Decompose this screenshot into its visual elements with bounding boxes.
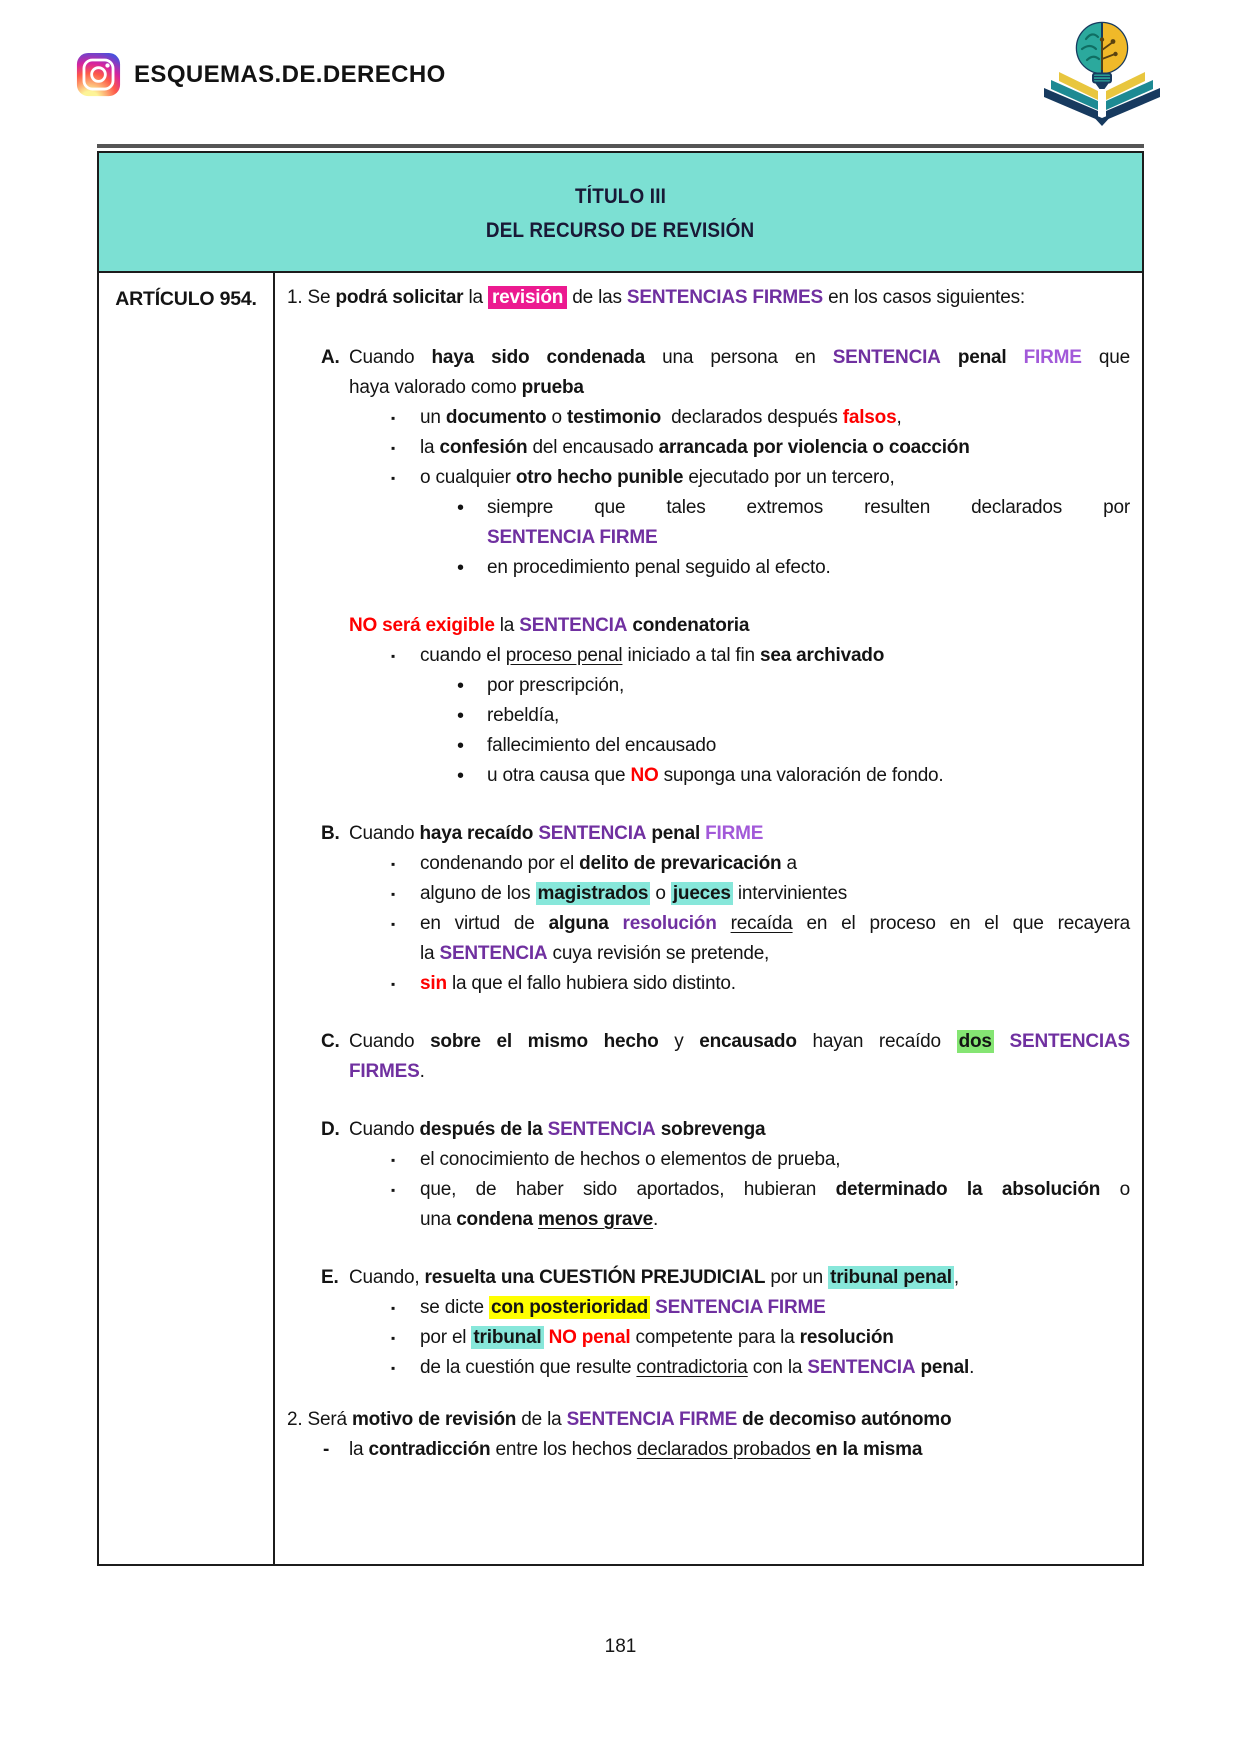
text-segment: contradictoria bbox=[636, 1357, 748, 1378]
line-text bbox=[287, 283, 1130, 313]
text-segment: la bbox=[463, 287, 488, 308]
sub-bullet-item bbox=[275, 671, 1130, 701]
line-text bbox=[487, 731, 1130, 761]
text-segment: haya sido condenada bbox=[431, 347, 646, 368]
text-segment: la bbox=[420, 943, 440, 964]
line-text bbox=[349, 1027, 1130, 1057]
sub-bullet-item bbox=[275, 761, 1130, 791]
sub-bullet-item bbox=[275, 701, 1130, 731]
text-segment: SENTENCIA FIRME bbox=[487, 527, 658, 548]
bullet-item bbox=[275, 1323, 1130, 1353]
clause-letter: C. bbox=[321, 1031, 340, 1052]
text-segment: suponga una valoración de fondo. bbox=[658, 765, 944, 786]
title-line-1: TÍTULO III bbox=[574, 185, 667, 208]
text-segment: determinado la absolución bbox=[835, 1179, 1101, 1200]
text-segment: SENTENCIA FIRME bbox=[655, 1297, 826, 1318]
text-segment: de la cuestión que resulte bbox=[420, 1357, 637, 1378]
text-segment: de decomiso autónomo bbox=[742, 1409, 952, 1430]
text-segment: . bbox=[969, 1357, 975, 1378]
bullet-item bbox=[275, 1293, 1130, 1323]
line-text bbox=[487, 761, 1130, 791]
line-text bbox=[420, 1293, 1130, 1323]
bullet-marker: • bbox=[457, 705, 464, 727]
text-segment: , bbox=[896, 407, 902, 428]
bullet-item bbox=[275, 849, 1130, 879]
clause-e bbox=[275, 1263, 1130, 1293]
article-body bbox=[275, 273, 1142, 1564]
bullet-marker: ▪ bbox=[391, 411, 396, 425]
bullet-marker: ▪ bbox=[391, 1361, 396, 1375]
line-text bbox=[420, 641, 1130, 671]
text-segment: FIRME bbox=[705, 823, 764, 844]
sub-bullet-item bbox=[275, 731, 1130, 761]
spacer bbox=[275, 1383, 1130, 1405]
spacer bbox=[275, 313, 1130, 343]
text-segment: cuando el bbox=[420, 645, 506, 666]
text-segment: testimonio bbox=[566, 407, 662, 428]
line-text bbox=[487, 523, 1130, 553]
text-segment: SENTENCIA bbox=[439, 943, 548, 964]
text-segment: de las bbox=[567, 287, 627, 308]
text-segment: falsos bbox=[842, 407, 897, 428]
clause-d bbox=[275, 1115, 1130, 1145]
text-segment: por un bbox=[765, 1267, 829, 1288]
text-segment: arrancada por violencia o coacción bbox=[658, 437, 970, 458]
text-segment: . bbox=[419, 1061, 425, 1082]
text-segment: resolución bbox=[622, 913, 717, 934]
bullet-marker: ▪ bbox=[391, 917, 396, 931]
line-text bbox=[349, 1435, 1130, 1465]
line-text bbox=[420, 909, 1130, 939]
text-segment bbox=[941, 347, 958, 368]
text-segment: por prescripción, bbox=[487, 675, 625, 696]
text-segment: SENTENCIA bbox=[547, 1119, 656, 1140]
text-segment: el conocimiento de hechos o elementos de prueba, bbox=[420, 1149, 841, 1170]
text-segment: una bbox=[420, 1209, 457, 1230]
text-segment: iniciado a tal fin bbox=[622, 645, 760, 666]
continuation-line bbox=[275, 373, 1130, 403]
text-segment: alguno de los bbox=[420, 883, 536, 904]
text-segment: rebeldía, bbox=[487, 705, 560, 726]
spacer bbox=[275, 1235, 1130, 1263]
bullet-marker: ▪ bbox=[391, 857, 396, 871]
line-text bbox=[349, 1115, 1130, 1145]
text-segment: prueba bbox=[521, 377, 584, 398]
bullet-marker: • bbox=[457, 675, 464, 697]
top-rule bbox=[97, 144, 1144, 148]
bullet-marker: • bbox=[457, 735, 464, 757]
text-segment: NO penal bbox=[548, 1327, 631, 1348]
text-segment: confesión bbox=[439, 437, 528, 458]
text-segment: por el bbox=[420, 1327, 472, 1348]
bullet-marker: ▪ bbox=[391, 1153, 396, 1167]
line-text bbox=[349, 1263, 1130, 1293]
line-text bbox=[487, 493, 1130, 523]
text-segment: o bbox=[1100, 1179, 1130, 1200]
text-segment: recaída bbox=[730, 913, 793, 934]
text-segment: condena bbox=[456, 1209, 533, 1230]
spacer bbox=[275, 583, 1130, 611]
instagram-icon bbox=[76, 52, 121, 97]
text-segment: resolución bbox=[799, 1327, 894, 1348]
line-text bbox=[420, 403, 1130, 433]
bullet-marker: • bbox=[457, 557, 464, 579]
bullet-item bbox=[275, 1353, 1130, 1383]
brand-name: ESQUEMAS.DE.DERECHO bbox=[134, 60, 446, 88]
text-segment: podrá solicitar bbox=[335, 287, 464, 308]
text-segment: otro hecho punible bbox=[515, 467, 684, 488]
text-segment bbox=[717, 913, 731, 934]
text-segment: se dicte bbox=[420, 1297, 489, 1318]
clause-letter: E. bbox=[321, 1267, 339, 1288]
text-segment: proceso penal bbox=[505, 645, 623, 666]
text-segment: intervinientes bbox=[732, 883, 848, 904]
text-segment: condenatoria bbox=[632, 615, 750, 636]
title-line-2: DEL RECURSO DE REVISIÓN bbox=[486, 219, 755, 242]
line-text bbox=[349, 343, 1130, 373]
text-segment: en procedimiento penal seguido al efecto. bbox=[487, 557, 831, 578]
article-number: ARTÍCULO 954. bbox=[115, 288, 257, 310]
text-segment: documento bbox=[445, 407, 547, 428]
text-segment: declarados probados bbox=[636, 1439, 811, 1460]
text-segment: una persona en bbox=[645, 347, 833, 368]
text-segment: 2. Será bbox=[287, 1409, 352, 1430]
bullet-marker: ▪ bbox=[391, 1331, 396, 1345]
text-segment: hayan recaído bbox=[796, 1031, 957, 1052]
bullet-marker: - bbox=[323, 1439, 330, 1460]
text-segment: o cualquier bbox=[420, 467, 516, 488]
text-segment: SENTENCIA bbox=[538, 823, 647, 844]
text-segment: sobrevenga bbox=[660, 1119, 766, 1140]
spacer bbox=[275, 999, 1130, 1027]
text-segment: que, de haber sido aportados, hubieran bbox=[420, 1179, 836, 1200]
text-segment: motivo de revisión bbox=[351, 1409, 517, 1430]
text-segment: en la misma bbox=[815, 1439, 923, 1460]
text-segment: Cuando bbox=[349, 1031, 431, 1052]
highlighted-text: dos bbox=[958, 1031, 992, 1052]
bullet-item bbox=[275, 1145, 1130, 1175]
text-segment: Cuando bbox=[349, 1119, 420, 1140]
text-segment bbox=[609, 913, 623, 934]
text-segment: resuelta una CUESTIÓN PREJUDICIAL bbox=[424, 1267, 766, 1288]
highlighted-text: magistrados bbox=[537, 883, 649, 904]
sub-bullet-item bbox=[275, 493, 1130, 523]
line-text bbox=[420, 1175, 1130, 1205]
bullet-marker: ▪ bbox=[391, 471, 396, 485]
article-number-cell bbox=[99, 273, 275, 1564]
text-segment: siempre que tales extremos resulten declarados por bbox=[487, 497, 1130, 518]
text-segment: u otra causa que bbox=[487, 765, 631, 786]
line-text bbox=[349, 611, 1130, 641]
text-segment: sobre el mismo hecho bbox=[430, 1031, 659, 1052]
text-segment: sin bbox=[420, 973, 447, 994]
bullet-marker: ▪ bbox=[391, 977, 396, 991]
title-header bbox=[99, 153, 1142, 273]
bullet-marker: ▪ bbox=[391, 441, 396, 455]
continuation-line bbox=[275, 1205, 1130, 1235]
line-text bbox=[349, 373, 1130, 403]
spacer bbox=[275, 791, 1130, 819]
text-segment: . bbox=[653, 1209, 659, 1230]
text-segment: penal bbox=[957, 347, 1007, 368]
text-segment: la bbox=[494, 615, 520, 636]
line-text bbox=[287, 1405, 1130, 1435]
text-segment: la bbox=[420, 437, 440, 458]
brand-header bbox=[76, 52, 446, 97]
text-segment: encausado bbox=[699, 1031, 797, 1052]
spacer bbox=[275, 1087, 1130, 1115]
line-text bbox=[420, 879, 1130, 909]
text-segment: sea archivado bbox=[759, 645, 885, 666]
text-segment: de la bbox=[516, 1409, 567, 1430]
bullet-marker: ▪ bbox=[391, 1301, 396, 1315]
clause-b bbox=[275, 819, 1130, 849]
text-segment: FIRMES bbox=[349, 1061, 420, 1082]
line-text bbox=[487, 701, 1130, 731]
line-text bbox=[487, 671, 1130, 701]
bullet-item bbox=[275, 433, 1130, 463]
text-segment: menos grave bbox=[538, 1209, 654, 1230]
text-segment: condenando por el bbox=[420, 853, 580, 874]
highlighted-text: con posterioridad bbox=[490, 1297, 649, 1318]
text-segment: Cuando bbox=[349, 823, 420, 844]
line-text bbox=[420, 1145, 1130, 1175]
text-segment: con la bbox=[747, 1357, 808, 1378]
text-segment: penal bbox=[920, 1357, 970, 1378]
highlighted-text: tribunal penal bbox=[830, 1267, 952, 1288]
text-segment: Cuando, bbox=[349, 1267, 425, 1288]
bullet-marker: ▪ bbox=[391, 887, 396, 901]
text-segment: alguna bbox=[548, 913, 609, 934]
bullet-item bbox=[275, 641, 1130, 671]
text-segment: SENTENCIA FIRME bbox=[566, 1409, 738, 1430]
text-segment: 1. Se bbox=[287, 287, 336, 308]
text-segment: competente para la bbox=[630, 1327, 800, 1348]
sub-bullet-item bbox=[275, 553, 1130, 583]
text-segment: en el proceso en el que recayera bbox=[792, 913, 1131, 934]
continuation-line bbox=[275, 1057, 1130, 1087]
dash-item bbox=[275, 1435, 1130, 1465]
text-segment: contradicción bbox=[368, 1439, 491, 1460]
text-segment: a bbox=[781, 853, 797, 874]
text-segment: entre los hechos bbox=[490, 1439, 637, 1460]
text-segment: NO será exigible bbox=[349, 615, 495, 636]
text-segment: la que el fallo hubiera sido distinto. bbox=[446, 973, 736, 994]
text-segment: delito de prevaricación bbox=[579, 853, 782, 874]
clause-c bbox=[275, 1027, 1130, 1057]
clause-letter: A. bbox=[321, 347, 340, 368]
text-segment: FIRME bbox=[1023, 347, 1082, 368]
text-segment bbox=[994, 1031, 1010, 1052]
line-text bbox=[487, 553, 1130, 583]
highlighted-text: revisión bbox=[488, 286, 567, 309]
bullet-item bbox=[275, 1175, 1130, 1205]
article-table bbox=[97, 144, 1144, 1566]
line-text bbox=[420, 939, 1130, 969]
text-segment: SENTENCIA bbox=[519, 615, 628, 636]
bullet-item bbox=[275, 463, 1130, 493]
line-text bbox=[420, 433, 1130, 463]
text-segment: la bbox=[349, 1439, 369, 1460]
line-text bbox=[420, 463, 1130, 493]
page-number: 181 bbox=[604, 1636, 637, 1657]
bullet-marker: ▪ bbox=[391, 1183, 396, 1197]
text-segment: ejecutado por un tercero, bbox=[683, 467, 895, 488]
text-segment: del encausado bbox=[527, 437, 659, 458]
continuation-line bbox=[275, 523, 1130, 553]
bullet-item bbox=[275, 909, 1130, 939]
bullet-item bbox=[275, 879, 1130, 909]
bullet-item bbox=[275, 403, 1130, 433]
text-segment: declarados después bbox=[661, 407, 843, 428]
line-text bbox=[420, 1205, 1130, 1235]
bullet-marker: ▪ bbox=[391, 649, 396, 663]
text-segment bbox=[1006, 347, 1023, 368]
paragraph bbox=[275, 1405, 1130, 1435]
text-segment: después de la bbox=[419, 1119, 543, 1140]
text-segment: un bbox=[420, 407, 446, 428]
continuation-line bbox=[275, 939, 1130, 969]
text-segment: en los casos siguientes: bbox=[823, 287, 1026, 308]
text-segment: haya valorado como bbox=[349, 377, 522, 398]
text-segment: , bbox=[953, 1267, 959, 1288]
text-segment: Cuando bbox=[349, 347, 432, 368]
text-segment: penal bbox=[651, 823, 701, 844]
text-segment: que bbox=[1081, 347, 1130, 368]
line-text bbox=[349, 819, 1130, 849]
highlighted-text: jueces bbox=[672, 883, 731, 904]
paragraph bbox=[275, 283, 1130, 313]
text-segment: fallecimiento del encausado bbox=[487, 735, 717, 756]
text-segment: SENTENCIA bbox=[807, 1357, 916, 1378]
text-segment: o bbox=[650, 883, 671, 904]
highlighted-text: tribunal bbox=[473, 1327, 542, 1348]
text-segment: SENTENCIAS bbox=[1009, 1031, 1130, 1052]
note-line bbox=[275, 611, 1130, 641]
line-text bbox=[420, 849, 1130, 879]
brain-bulb-book-logo-icon bbox=[1036, 12, 1168, 144]
text-segment: o bbox=[546, 407, 567, 428]
bullet-marker: • bbox=[457, 765, 464, 787]
text-segment: NO bbox=[630, 765, 659, 786]
text-segment: haya recaído bbox=[419, 823, 534, 844]
clause-letter: D. bbox=[321, 1119, 340, 1140]
clause-a bbox=[275, 343, 1130, 373]
text-segment: y bbox=[658, 1031, 700, 1052]
line-text bbox=[349, 1057, 1130, 1087]
text-segment: en virtud de bbox=[420, 913, 549, 934]
line-text bbox=[420, 969, 1130, 999]
text-segment: cuya revisión se pretende, bbox=[547, 943, 770, 964]
clause-letter: B. bbox=[321, 823, 340, 844]
line-text bbox=[420, 1353, 1130, 1383]
text-segment: SENTENCIA bbox=[832, 347, 941, 368]
bullet-marker: • bbox=[457, 497, 464, 519]
line-text bbox=[420, 1323, 1130, 1353]
text-segment: SENTENCIAS FIRMES bbox=[626, 287, 823, 308]
bullet-item bbox=[275, 969, 1130, 999]
